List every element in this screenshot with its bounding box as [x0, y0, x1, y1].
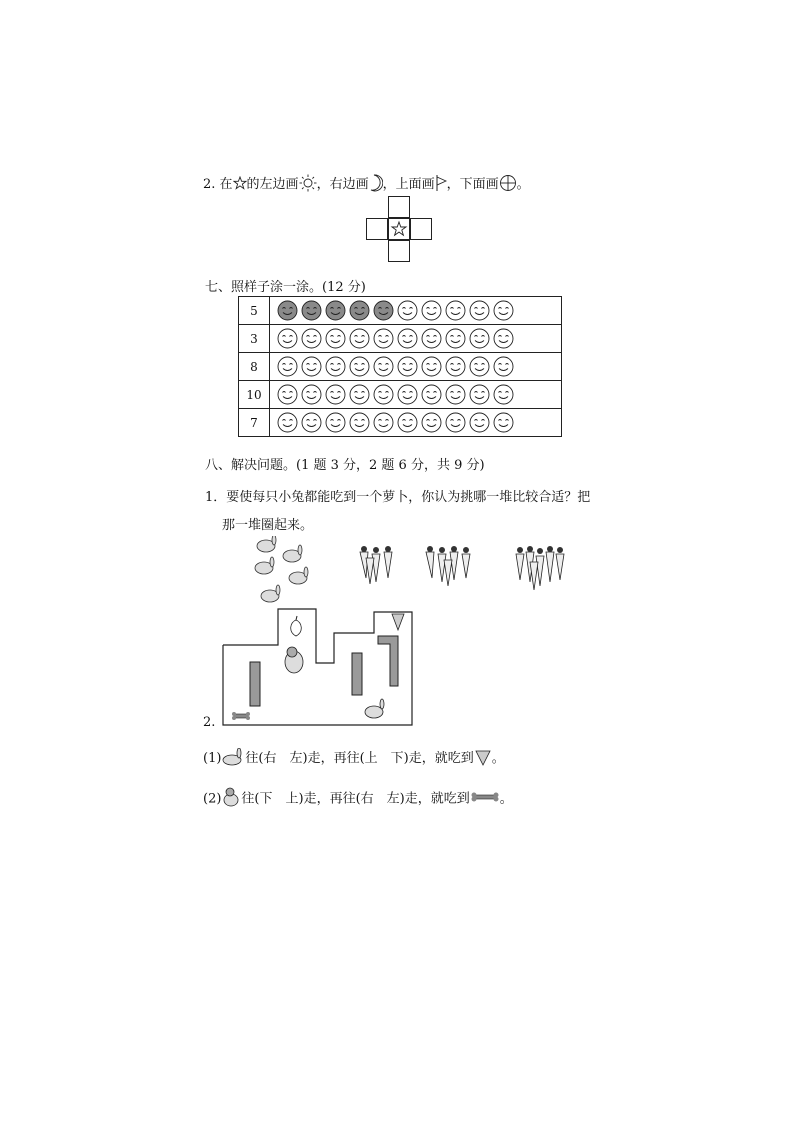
dog-icon	[285, 647, 303, 673]
smiley-face-empty[interactable]	[301, 384, 322, 405]
smiley-face-empty[interactable]	[301, 412, 322, 433]
q1-line2: 那一堆圈起来。	[222, 518, 314, 533]
smiley-face-empty[interactable]	[325, 328, 346, 349]
q2-direction-line	[203, 173, 530, 196]
wall-block	[250, 662, 260, 706]
q2-part1-end: 。	[491, 751, 505, 766]
row-faces	[270, 353, 562, 381]
smiley-face-empty[interactable]	[349, 356, 370, 377]
smiley-face-filled[interactable]	[373, 300, 394, 321]
q1-line1: 1．要使每只小兔都能吃到一个萝卜，你认为挑哪一堆比较合适？把	[205, 490, 591, 505]
row-number: 10	[239, 381, 270, 409]
q2-part1	[203, 747, 505, 770]
q2-text-end: 。	[516, 177, 530, 192]
row-number: 3	[239, 325, 270, 353]
smiley-face-empty[interactable]	[325, 384, 346, 405]
smiley-face-empty[interactable]	[445, 328, 466, 349]
smiley-table	[238, 296, 562, 437]
smiley-face-empty[interactable]	[493, 328, 514, 349]
wall-block	[352, 653, 362, 695]
grid-cell-right[interactable]	[410, 218, 432, 240]
sun-icon	[299, 174, 317, 196]
table-row	[239, 325, 562, 353]
smiley-face-empty[interactable]	[397, 328, 418, 349]
moon-icon	[369, 174, 383, 196]
smiley-face-empty[interactable]	[493, 356, 514, 377]
pear-icon	[291, 616, 302, 636]
rabbit-icon	[283, 545, 302, 562]
smiley-face-empty[interactable]	[277, 412, 298, 433]
smiley-face-empty[interactable]	[349, 328, 370, 349]
bone-icon	[470, 791, 500, 807]
smiley-face-empty[interactable]	[421, 412, 442, 433]
smiley-face-empty[interactable]	[397, 300, 418, 321]
q2-part2-text: 往(下 上)走，再往(右 左)走，就吃到	[241, 791, 470, 807]
row-number: 7	[239, 409, 270, 437]
q2-text-down: ，下面画	[446, 177, 499, 192]
smiley-face-empty[interactable]	[301, 328, 322, 349]
smiley-face-empty[interactable]	[349, 384, 370, 405]
q2-part1-prefix: (1)	[203, 751, 222, 766]
smiley-face-empty[interactable]	[373, 412, 394, 433]
rabbit-icon	[221, 748, 245, 770]
smiley-face-filled[interactable]	[349, 300, 370, 321]
q2-part2	[203, 787, 513, 811]
smiley-face-filled[interactable]	[277, 300, 298, 321]
grid-cell-top[interactable]	[388, 196, 410, 218]
smiley-face-empty[interactable]	[493, 300, 514, 321]
smiley-face-empty[interactable]	[373, 328, 394, 349]
smiley-face-empty[interactable]	[445, 300, 466, 321]
smiley-face-empty[interactable]	[445, 356, 466, 377]
smiley-face-empty[interactable]	[325, 356, 346, 377]
smiley-face-empty[interactable]	[421, 328, 442, 349]
row-faces	[270, 297, 562, 325]
row-faces	[270, 325, 562, 353]
table-row	[239, 381, 562, 409]
smiley-face-empty[interactable]	[421, 356, 442, 377]
carrot-pile-3[interactable]	[510, 544, 576, 594]
star-icon	[389, 219, 409, 239]
bone-icon	[232, 712, 250, 720]
smiley-face-empty[interactable]	[493, 412, 514, 433]
section7-title: 七、照样子涂一涂。(12 分)	[205, 280, 366, 295]
rabbit-icon	[261, 585, 280, 602]
maze-map	[222, 608, 414, 726]
q2-part2-end: 。	[499, 791, 513, 807]
circle-cross-icon	[499, 174, 517, 196]
smiley-face-empty[interactable]	[277, 356, 298, 377]
smiley-face-empty[interactable]	[469, 384, 490, 405]
smiley-face-empty[interactable]	[469, 300, 490, 321]
q2-text-up: ，上面画	[382, 177, 435, 192]
grid-cell-left[interactable]	[366, 218, 388, 240]
smiley-face-empty[interactable]	[493, 384, 514, 405]
smiley-face-empty[interactable]	[421, 300, 442, 321]
smiley-face-empty[interactable]	[421, 384, 442, 405]
wall-block	[378, 636, 398, 686]
q2-part1-text: 往(右 左)走，再往(上 下)走，就吃到	[245, 751, 474, 766]
carrot-pile-2[interactable]	[420, 544, 478, 590]
smiley-face-empty[interactable]	[277, 328, 298, 349]
smiley-face-empty[interactable]	[397, 356, 418, 377]
smiley-face-empty[interactable]	[373, 384, 394, 405]
smiley-face-empty[interactable]	[325, 412, 346, 433]
q2-prefix: 2. 在	[203, 177, 233, 192]
row-number: 8	[239, 353, 270, 381]
smiley-face-empty[interactable]	[277, 384, 298, 405]
rabbit-icon	[365, 699, 384, 718]
smiley-face-empty[interactable]	[397, 412, 418, 433]
smiley-face-filled[interactable]	[325, 300, 346, 321]
table-row	[239, 409, 562, 437]
flag-icon	[435, 174, 447, 196]
dog-icon	[221, 787, 241, 811]
smiley-face-empty[interactable]	[469, 328, 490, 349]
rabbit-icon	[289, 567, 308, 584]
smiley-face-empty[interactable]	[397, 384, 418, 405]
smiley-face-empty[interactable]	[373, 356, 394, 377]
rabbit-icon	[255, 557, 274, 574]
smiley-face-filled[interactable]	[301, 300, 322, 321]
section8-title: 八、解决问题。(1 题 3 分，2 题 6 分，共 9 分)	[205, 458, 485, 473]
table-row	[239, 353, 562, 381]
smiley-face-empty[interactable]	[349, 412, 370, 433]
row-faces	[270, 381, 562, 409]
carrot-pile-1[interactable]	[352, 544, 400, 588]
strawberry-icon	[474, 748, 492, 770]
row-faces	[270, 409, 562, 437]
row-number: 5	[239, 297, 270, 325]
smiley-face-empty[interactable]	[445, 412, 466, 433]
smiley-face-empty[interactable]	[445, 384, 466, 405]
q2-text-right: ，右边画	[316, 177, 369, 192]
smiley-face-empty[interactable]	[301, 356, 322, 377]
smiley-face-empty[interactable]	[469, 356, 490, 377]
q2-text-left: 的左边画	[246, 177, 299, 192]
cross-grid	[366, 196, 432, 262]
q2-part2-prefix: (2)	[203, 791, 222, 807]
rabbit-icon	[257, 536, 276, 552]
rabbits-group	[250, 536, 324, 608]
table-row	[239, 297, 562, 325]
grid-cell-bottom[interactable]	[388, 240, 410, 262]
q2-label: 2.	[203, 715, 216, 730]
grid-cell-center	[388, 218, 410, 240]
star-icon	[233, 176, 247, 194]
strawberry-icon	[392, 614, 404, 630]
smiley-face-empty[interactable]	[469, 412, 490, 433]
